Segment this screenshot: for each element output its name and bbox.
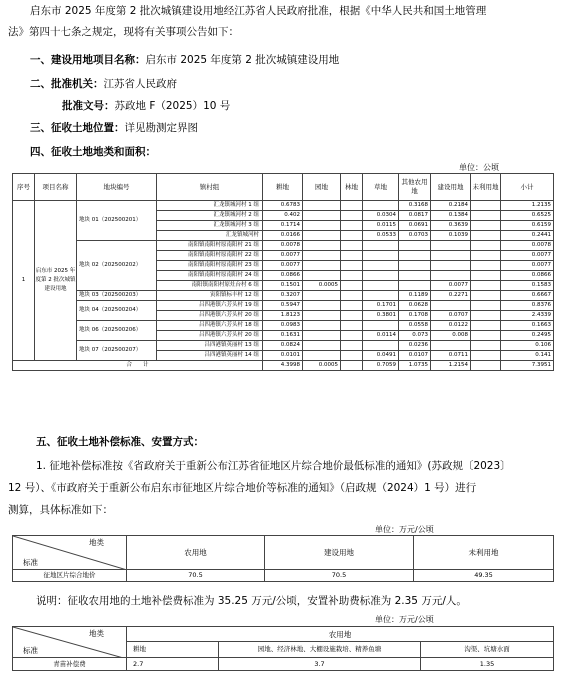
block-cell: 地块 04（202500204） (77, 301, 157, 321)
value-cell: 0.0122 (431, 321, 471, 331)
intro-line-2: 法》第四十七条之规定，现将有关事项公告如下： (8, 26, 239, 38)
value-cell: 0.106 (501, 341, 554, 351)
village-cell: 南阳镇南阳村原南阳村 21 组 (157, 241, 263, 251)
header-cell: 建设用地 (431, 174, 471, 201)
header-cell: 耕地 (127, 642, 219, 658)
para5-line-3: 测算，具体标准如下： (8, 504, 113, 516)
value-cell: 49.35 (414, 570, 554, 582)
block-cell: 地块 06（202500206） (77, 321, 157, 341)
value-cell: 0.0691 (399, 221, 431, 231)
value-cell (431, 341, 471, 351)
header-cell: 农用地 (127, 536, 265, 570)
value-cell (471, 201, 501, 211)
value-cell (431, 241, 471, 251)
value-cell (431, 301, 471, 311)
value-cell (431, 271, 471, 281)
village-cell: 汇龙镇城河村 2 组 (157, 211, 263, 221)
village-cell: 吕四港镇六芳头村 19 组 (157, 301, 263, 311)
value-cell: 70.5 (265, 570, 414, 582)
value-cell: 0.0703 (399, 231, 431, 241)
header-cell: 未利用地 (471, 174, 501, 201)
value-cell (303, 251, 341, 261)
value-cell (471, 311, 501, 321)
value-cell: 2.4339 (501, 311, 554, 321)
header-cell: 林地 (341, 174, 363, 201)
unit-label-3: 单位：万元/公顷 (375, 615, 434, 624)
value-cell (303, 261, 341, 271)
value-cell: 0.0533 (363, 231, 399, 241)
value-cell: 0.0077 (431, 281, 471, 291)
header-cell: 农用地 (127, 627, 554, 642)
value-cell: 0.141 (501, 351, 554, 361)
value-cell: 0.1583 (501, 281, 554, 291)
value-cell: 1.2135 (501, 201, 554, 211)
village-cell: 汇龙镇城河村 (157, 231, 263, 241)
value-cell: 0.0114 (363, 331, 399, 341)
village-cell: 吕四港镇六芳头村 18 组 (157, 321, 263, 331)
unit-label-1: 单位：公顷 (459, 163, 499, 172)
value-cell: 0.0866 (501, 271, 554, 281)
value-cell (303, 271, 341, 281)
value-cell (363, 251, 399, 261)
value-cell: 0.6783 (263, 201, 303, 211)
header-cell: 小计 (501, 174, 554, 201)
total-row (13, 361, 554, 371)
table-row (13, 301, 554, 311)
value-cell: 0.0304 (363, 211, 399, 221)
table-row (13, 570, 554, 582)
value-cell (471, 291, 501, 301)
header-cell: 地块编号 (77, 174, 157, 201)
table-row (13, 241, 554, 251)
value-cell: 1.8123 (263, 311, 303, 321)
value-cell (303, 321, 341, 331)
value-cell (341, 201, 363, 211)
block-cell: 地块 07（202500207） (77, 341, 157, 361)
value-cell: 0.0101 (263, 351, 303, 361)
value-cell (471, 261, 501, 271)
value-cell (363, 241, 399, 251)
header-cell: 沟渠、坑塘水面 (421, 642, 554, 658)
value-cell (363, 341, 399, 351)
value-cell (363, 261, 399, 271)
header-cell: 镇村组 (157, 174, 263, 201)
value-cell: 0.1039 (431, 231, 471, 241)
value-cell (363, 201, 399, 211)
project-name-cell: 启东市 2025 年度第 2 批次城镇建设用地 (35, 201, 77, 361)
header-cell: 序号 (13, 174, 35, 201)
value-cell: 1.35 (421, 658, 554, 671)
table-body (13, 201, 554, 371)
value-cell: 0.0866 (263, 271, 303, 281)
value-cell (471, 351, 501, 361)
village-cell: 南阳镇南阳村原灶台村 6 组 (157, 281, 263, 291)
value-cell: 2.7 (127, 658, 219, 671)
value-cell (399, 251, 431, 261)
value-cell: 0.1701 (363, 301, 399, 311)
value-cell: 0.0077 (263, 261, 303, 271)
value-cell (303, 331, 341, 341)
value-cell: 0.0491 (363, 351, 399, 361)
value-cell (471, 281, 501, 291)
value-cell (341, 221, 363, 231)
block-cell: 地块 02（202500202） (77, 241, 157, 291)
village-cell: 南阳镇南阳村原南阳村 22 组 (157, 251, 263, 261)
value-cell (341, 301, 363, 311)
value-cell (399, 271, 431, 281)
para5-line-1: 1. 征地补偿标准按《省政府关于重新公布江苏省征地区片综合地价最低标准的通知》(苏政规〔2023〕 (36, 460, 511, 472)
value-cell: 0.3639 (431, 221, 471, 231)
village-cell: 吕四港镇六芳头村 20 组 (157, 331, 263, 341)
value-cell: 70.5 (127, 570, 265, 582)
table-row (13, 658, 554, 671)
table-row (13, 341, 554, 351)
land-area-table (12, 173, 554, 371)
value-cell (341, 341, 363, 351)
approval-number: 批准文号：苏政地 F（2025）10 号 (62, 100, 231, 112)
seedling-compensation-table (12, 626, 554, 671)
total-value-cell: 7.3951 (501, 361, 554, 371)
para5-line-2: 12 号）、《市政府关于重新公布启东市征地区片综合地价等标准的通知》（启政规（2024）1 号）进行 (8, 482, 477, 494)
header-cell: 草地 (363, 174, 399, 201)
total-value-cell (341, 361, 363, 371)
value-cell (341, 231, 363, 241)
value-cell (341, 291, 363, 301)
value-cell: 0.1663 (501, 321, 554, 331)
value-cell: 0.0005 (303, 281, 341, 291)
note: 说明：征收农用地的土地补偿费标准为 35.25 万元/公顷，安置补助费标准为 2.35 万元/人。 (36, 595, 467, 607)
value-cell: 0.2184 (431, 201, 471, 211)
header-cell: 耕地 (263, 174, 303, 201)
value-cell (363, 291, 399, 301)
value-cell (341, 251, 363, 261)
value-cell (471, 251, 501, 261)
table-header-row (13, 536, 554, 570)
value-cell (341, 241, 363, 251)
value-cell (341, 261, 363, 271)
value-cell: 0.3168 (399, 201, 431, 211)
value-cell (363, 281, 399, 291)
value-cell: 0.1714 (263, 221, 303, 231)
value-cell: 0.5947 (263, 301, 303, 311)
value-cell: 0.6525 (501, 211, 554, 221)
row-label: 征地区片综合地价 (13, 570, 127, 582)
table-row (13, 201, 554, 211)
header-cell: 未利用地 (414, 536, 554, 570)
value-cell: 0.0983 (263, 321, 303, 331)
value-cell (471, 271, 501, 281)
value-cell: 0.2271 (431, 291, 471, 301)
village-cell: 吕四港镇英丽村 14 组 (157, 351, 263, 361)
total-value-cell: 4.3998 (263, 361, 303, 371)
village-cell: 吕四港镇六芳头村 20 组 (157, 311, 263, 321)
value-cell (471, 211, 501, 221)
value-cell: 0.2495 (501, 331, 554, 341)
village-cell: 南阳镇南阳村原南阳村 23 组 (157, 261, 263, 271)
value-cell: 0.0236 (399, 341, 431, 351)
value-cell: 0.1708 (399, 311, 431, 321)
block-cell: 地块 03（202500203） (77, 291, 157, 301)
value-cell: 0.8376 (501, 301, 554, 311)
value-cell: 3.7 (219, 658, 421, 671)
value-cell: 0.402 (263, 211, 303, 221)
value-cell: 0.0711 (431, 351, 471, 361)
value-cell (341, 271, 363, 281)
value-cell (303, 291, 341, 301)
intro-line-1: 启东市 2025 年度第 2 批次城镇建设用地经江苏省人民政府批准，根据《中华人民共和国土地管理 (30, 5, 487, 17)
value-cell (399, 261, 431, 271)
value-cell: 0.0078 (263, 241, 303, 251)
value-cell (303, 211, 341, 221)
value-cell (303, 201, 341, 211)
value-cell (303, 351, 341, 361)
value-cell: 0.1631 (263, 331, 303, 341)
section-4: 四、征收土地地类和面积： (30, 146, 156, 158)
header-cell: 项目名称 (35, 174, 77, 201)
value-cell: 0.0166 (263, 231, 303, 241)
header-cell: 园地、经济林地、大棚设施栽培、精养鱼塘 (219, 642, 421, 658)
value-cell (471, 301, 501, 311)
village-cell: 寅阳镇标丰村 12 组 (157, 291, 263, 301)
value-cell: 0.0628 (399, 301, 431, 311)
header-cell: 其他农用地 (399, 174, 431, 201)
section-5: 五、征收土地补偿标准、安置方式： (36, 436, 204, 448)
land-price-table (12, 535, 554, 582)
total-value-cell: 0.7059 (363, 361, 399, 371)
total-value-cell: 1.0735 (399, 361, 431, 371)
value-cell: 0.0824 (263, 341, 303, 351)
value-cell: 0.0558 (399, 321, 431, 331)
value-cell (471, 241, 501, 251)
value-cell: 0.6159 (501, 221, 554, 231)
total-value-cell: 0.0005 (303, 361, 341, 371)
section-2: 二、批准机关：江苏省人民政府 (30, 78, 177, 90)
value-cell (341, 351, 363, 361)
value-cell (303, 241, 341, 251)
value-cell (341, 211, 363, 221)
header-cell: 园地 (303, 174, 341, 201)
value-cell: 0.3207 (263, 291, 303, 301)
value-cell (471, 331, 501, 341)
value-cell: 0.1384 (431, 211, 471, 221)
section-3: 三、征收土地位置：详见勘测定界图 (30, 122, 198, 134)
value-cell (399, 241, 431, 251)
value-cell (303, 231, 341, 241)
value-cell (471, 221, 501, 231)
value-cell: 0.1189 (399, 291, 431, 301)
value-cell (471, 231, 501, 241)
value-cell: 0.0077 (263, 251, 303, 261)
value-cell (303, 341, 341, 351)
value-cell (431, 251, 471, 261)
value-cell (341, 321, 363, 331)
value-cell (341, 331, 363, 341)
value-cell: 0.0707 (431, 311, 471, 321)
village-cell: 南阳镇南阳村原南阳村 24 组 (157, 271, 263, 281)
value-cell (303, 301, 341, 311)
block-cell: 地块 01（202500201） (77, 201, 157, 241)
value-cell (341, 281, 363, 291)
value-cell: 0.0115 (363, 221, 399, 231)
value-cell: 0.1501 (263, 281, 303, 291)
value-cell (431, 261, 471, 271)
value-cell: 0.073 (399, 331, 431, 341)
village-cell: 汇龙镇城河村 3 组 (157, 221, 263, 231)
value-cell: 0.0077 (501, 261, 554, 271)
value-cell: 0.0078 (501, 241, 554, 251)
value-cell: 0.6667 (501, 291, 554, 301)
diagonal-header-cell: 地类 标准 (13, 536, 127, 570)
total-value-cell: 1.2154 (431, 361, 471, 371)
value-cell: 0.2441 (501, 231, 554, 241)
row-label: 青苗补偿费 (13, 658, 127, 671)
value-cell: 0.0817 (399, 211, 431, 221)
value-cell (363, 271, 399, 281)
value-cell: 0.008 (431, 331, 471, 341)
value-cell (341, 311, 363, 321)
value-cell: 0.0107 (399, 351, 431, 361)
header-cell: 建设用地 (265, 536, 414, 570)
section-1: 一、建设用地项目名称：启东市 2025 年度第 2 批次城镇建设用地 (30, 54, 340, 66)
value-cell: 0.0077 (501, 251, 554, 261)
village-cell: 汇龙镇城河村 1 组 (157, 201, 263, 211)
table-row (13, 321, 554, 331)
value-cell (399, 281, 431, 291)
table-header-row (13, 627, 554, 642)
value-cell (303, 311, 341, 321)
table-header-row (13, 174, 554, 201)
diagonal-header-cell: 地类 标准 (13, 627, 127, 658)
total-label: 合 计 (13, 361, 263, 371)
value-cell: 0.3801 (363, 311, 399, 321)
value-cell (363, 321, 399, 331)
unit-label-2: 单位：万元/公顷 (375, 525, 434, 534)
table-row (13, 291, 554, 301)
value-cell (471, 321, 501, 331)
total-value-cell (471, 361, 501, 371)
value-cell (471, 341, 501, 351)
seq-cell: 1 (13, 201, 35, 361)
value-cell (303, 221, 341, 231)
village-cell: 吕四港镇英丽村 13 组 (157, 341, 263, 351)
